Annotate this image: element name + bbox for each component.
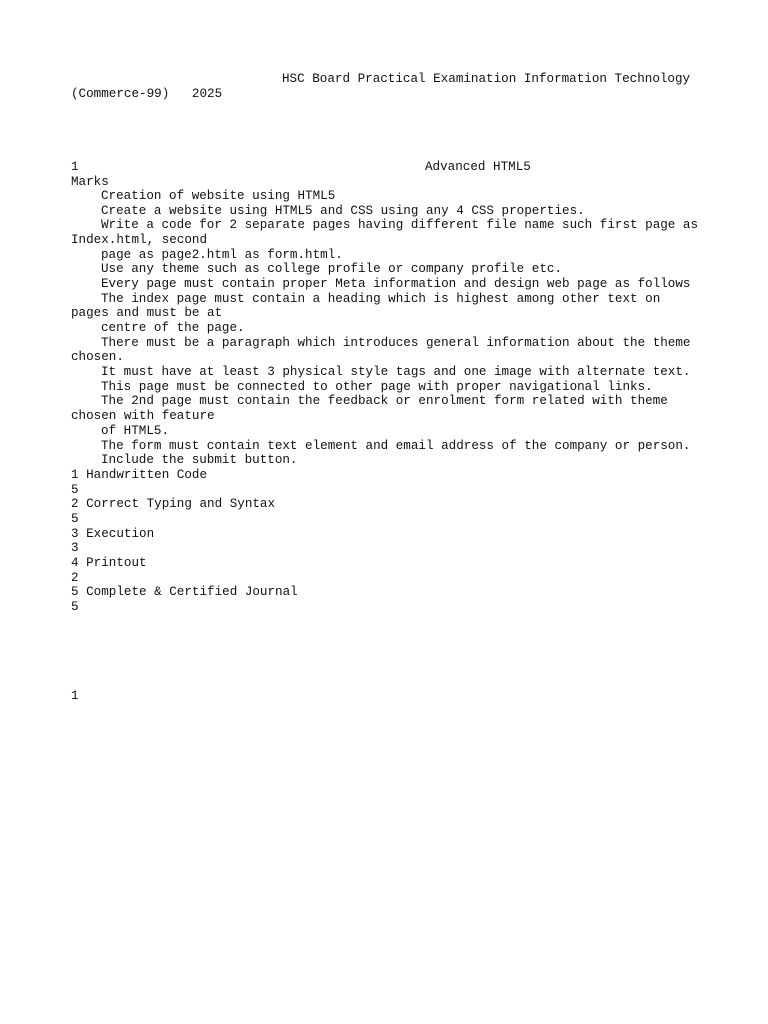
exam-subtitle: (Commerce-99) 2025 (71, 87, 223, 101)
question-line: pages and must be at (71, 306, 223, 320)
question-line: It must have at least 3 physical style tags and one image with alternate text. (101, 365, 691, 379)
question-line: The form must contain text element and email address of the company or person. (101, 439, 691, 453)
marks-item: 4 Printout (71, 556, 147, 570)
question-line: Create a website using HTML5 and CSS using any 4 CSS properties. (101, 204, 585, 218)
marks-value: 2 (71, 571, 79, 585)
question-line: Index.html, second (71, 233, 208, 247)
marks-item: 2 Correct Typing and Syntax (71, 497, 276, 511)
marks-value: 5 (71, 483, 79, 497)
question-line: centre of the page. (101, 321, 245, 335)
question-line: Use any theme such as college profile or company profile etc. (101, 262, 563, 276)
question-line: The 2nd page must contain the feedback or enrolment form related with theme (101, 394, 668, 408)
question-number: 1 (71, 160, 79, 174)
marks-label: Marks (71, 175, 109, 189)
question-line: Creation of website using HTML5 (101, 189, 336, 203)
question-line: page as page2.html as form.html. (101, 248, 343, 262)
marks-item: 1 Handwritten Code (71, 468, 208, 482)
page-number: 1 (71, 689, 79, 703)
question-line: The index page must contain a heading which is highest among other text on (101, 292, 661, 306)
question-line: Include the submit button. (101, 453, 298, 467)
question-line: chosen. (71, 350, 124, 364)
exam-title: HSC Board Practical Examination Information Technology (282, 72, 691, 86)
question-line: This page must be connected to other page with proper navigational links. (101, 380, 653, 394)
marks-value: 5 (71, 512, 79, 526)
question-line: Write a code for 2 separate pages having different file name such first page as (101, 218, 699, 232)
question-topic: Advanced HTML5 (425, 160, 531, 174)
question-line: There must be a paragraph which introduces general information about the theme (101, 336, 691, 350)
question-line: of HTML5. (101, 424, 170, 438)
question-line: Every page must contain proper Meta information and design web page as follows (101, 277, 691, 291)
marks-item: 3 Execution (71, 527, 155, 541)
marks-value: 3 (71, 541, 79, 555)
marks-value: 5 (71, 600, 79, 614)
question-line: chosen with feature (71, 409, 215, 423)
marks-item: 5 Complete & Certified Journal (71, 585, 298, 599)
